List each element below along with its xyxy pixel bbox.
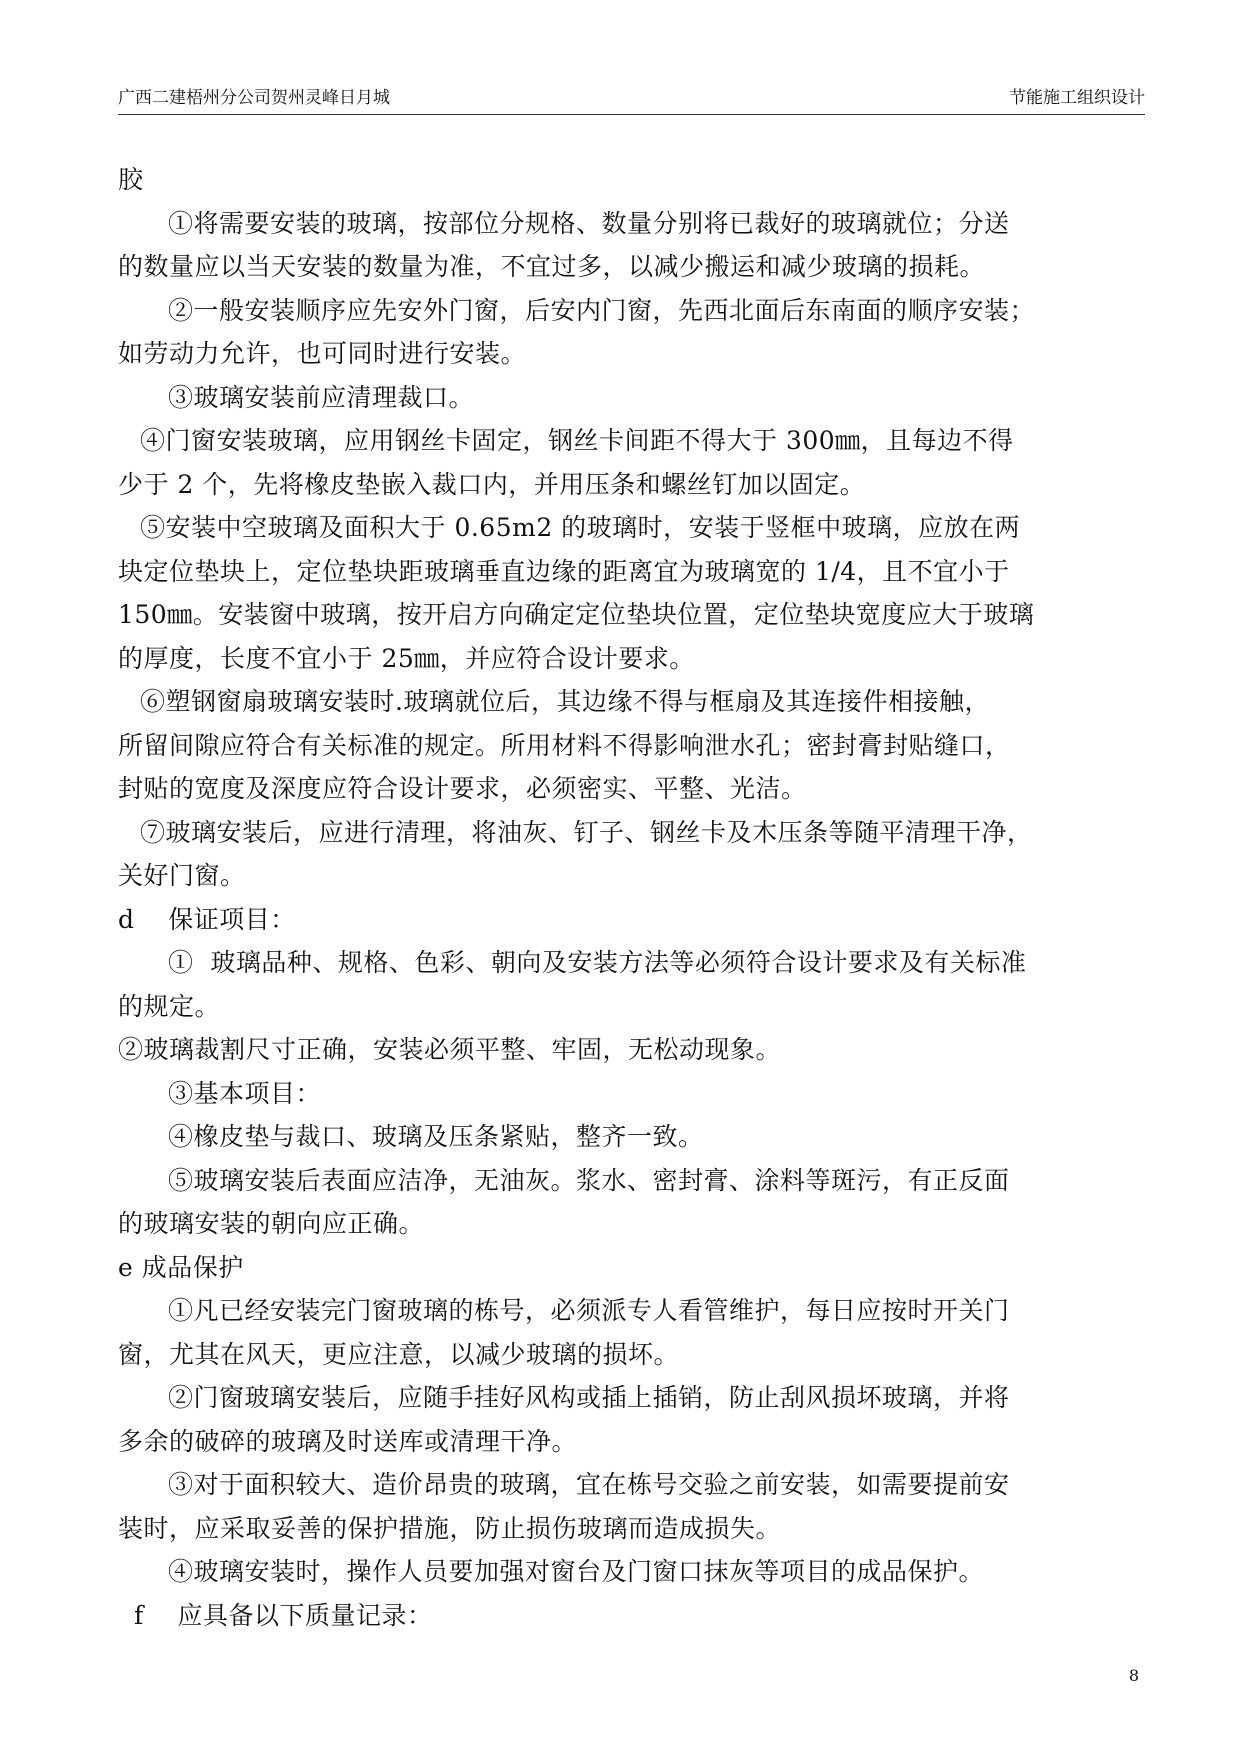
text-line: ②一般安装顺序应先安外门窗，后安内门窗，先西北面后东南面的顺序安装；: [168, 295, 1036, 325]
header-company: 广西二建梧州分公司贺州灵峰日月城: [118, 88, 390, 108]
text-line: ① 玻璃品种、规格、色彩、朝向及安装方法等必须符合设计要求及有关标准: [168, 948, 1027, 977]
text-line: 的玻璃安装的朝向应正确。: [118, 1209, 425, 1238]
text-line: 装时，应采取妥善的保护措施，防止损伤玻璃而造成损失。: [118, 1513, 782, 1543]
header-doc-title: 节能施工组织设计: [1009, 88, 1145, 108]
text-line: 的厚度，长度不宜小于 25㎜，并应符合设计要求。: [118, 643, 695, 673]
text-line: e 成品保护: [118, 1252, 244, 1282]
text-line: ⑥塑钢窗扇玻璃安装时.玻璃就位后，其边缘不得与框扇及其连接件相接触，: [140, 687, 990, 716]
text-line: d 保证项目：: [118, 904, 296, 934]
text-line: ②玻璃裁割尺寸正确，安装必须平整、牢固，无松动现象。: [118, 1035, 782, 1064]
text-line: 如劳动力允许，也可同时进行安装。: [118, 339, 527, 368]
text-line: 胶: [118, 165, 144, 194]
text-line: ②门窗玻璃安装后，应随手挂好风构或插上插销，防止刮风损坏玻璃，并将: [168, 1383, 1010, 1412]
text-line: f 应具备以下质量记录：: [134, 1600, 433, 1630]
page-header: [118, 86, 1145, 115]
text-line: 所留间隙应符合有关标准的规定。所用材料不得影响泄水孔；密封膏封贴缝口，: [118, 730, 1011, 760]
text-line: 窗，尤其在风天，更应注意，以减少玻璃的损坏。: [118, 1339, 680, 1369]
text-line: ③对于面积较大、造价昂贵的玻璃，宜在栋号交验之前安装，如需要提前安: [168, 1470, 1010, 1499]
text-line: ①凡已经安装完门窗玻璃的栋号，必须派专人看管维护，每日应按时开关门: [168, 1296, 1010, 1325]
text-line: 少于 2 个，先将橡皮垫嵌入裁口内，并用压条和螺丝钉加以固定。: [118, 469, 866, 499]
text-line: ④门窗安装玻璃，应用钢丝卡固定，钢丝卡间距不得大于 300㎜，且每边不得: [140, 426, 1014, 455]
text-line: 150㎜。安装窗中玻璃，按开启方向确定定位垫块位置，定位垫块宽度应大于玻璃: [118, 600, 1035, 629]
text-line: ③玻璃安装前应清理裁口。: [168, 382, 475, 412]
text-line: 多余的破碎的玻璃及时送库或清理干净。: [118, 1426, 578, 1456]
text-line: 关好门窗。: [118, 861, 246, 890]
text-line: ④橡皮垫与裁口、玻璃及压条紧贴，整齐一致。: [168, 1122, 704, 1151]
text-line: ⑤安装中空玻璃及面积大于 0.65m2 的玻璃时，安装于竖框中玻璃，应放在两: [140, 513, 1021, 542]
text-line: 的规定。: [118, 991, 221, 1021]
text-line: ③基本项目：: [168, 1078, 322, 1108]
text-line: 块定位垫块上，定位垫块距玻璃垂直边缘的距离宜为玻璃宽的 1/4，且不宜小于: [118, 556, 1010, 586]
text-line: ⑦玻璃安装后，应进行清理，将油灰、钉子、钢丝卡及木压条等随平清理干净，: [140, 817, 1033, 847]
text-line: ①将需要安装的玻璃，按部位分规格、数量分别将已裁好的玻璃就位；分送: [168, 208, 1010, 238]
text-line: 封贴的宽度及深度应符合设计要求，必须密实、平整、光洁。: [118, 774, 807, 803]
body-text: [118, 158, 1148, 1637]
text-line: ⑤玻璃安装后表面应洁净，无油灰。浆水、密封膏、涂料等斑污，有正反面: [168, 1165, 1010, 1195]
page-number: 8: [1128, 1666, 1139, 1685]
text-line: 的数量应以当天安装的数量为准，不宜过多，以减少搬运和减少玻璃的损耗。: [118, 252, 986, 281]
text-line: ④玻璃安装时，操作人员要加强对窗台及门窗口抹灰等项目的成品保护。: [168, 1557, 985, 1586]
